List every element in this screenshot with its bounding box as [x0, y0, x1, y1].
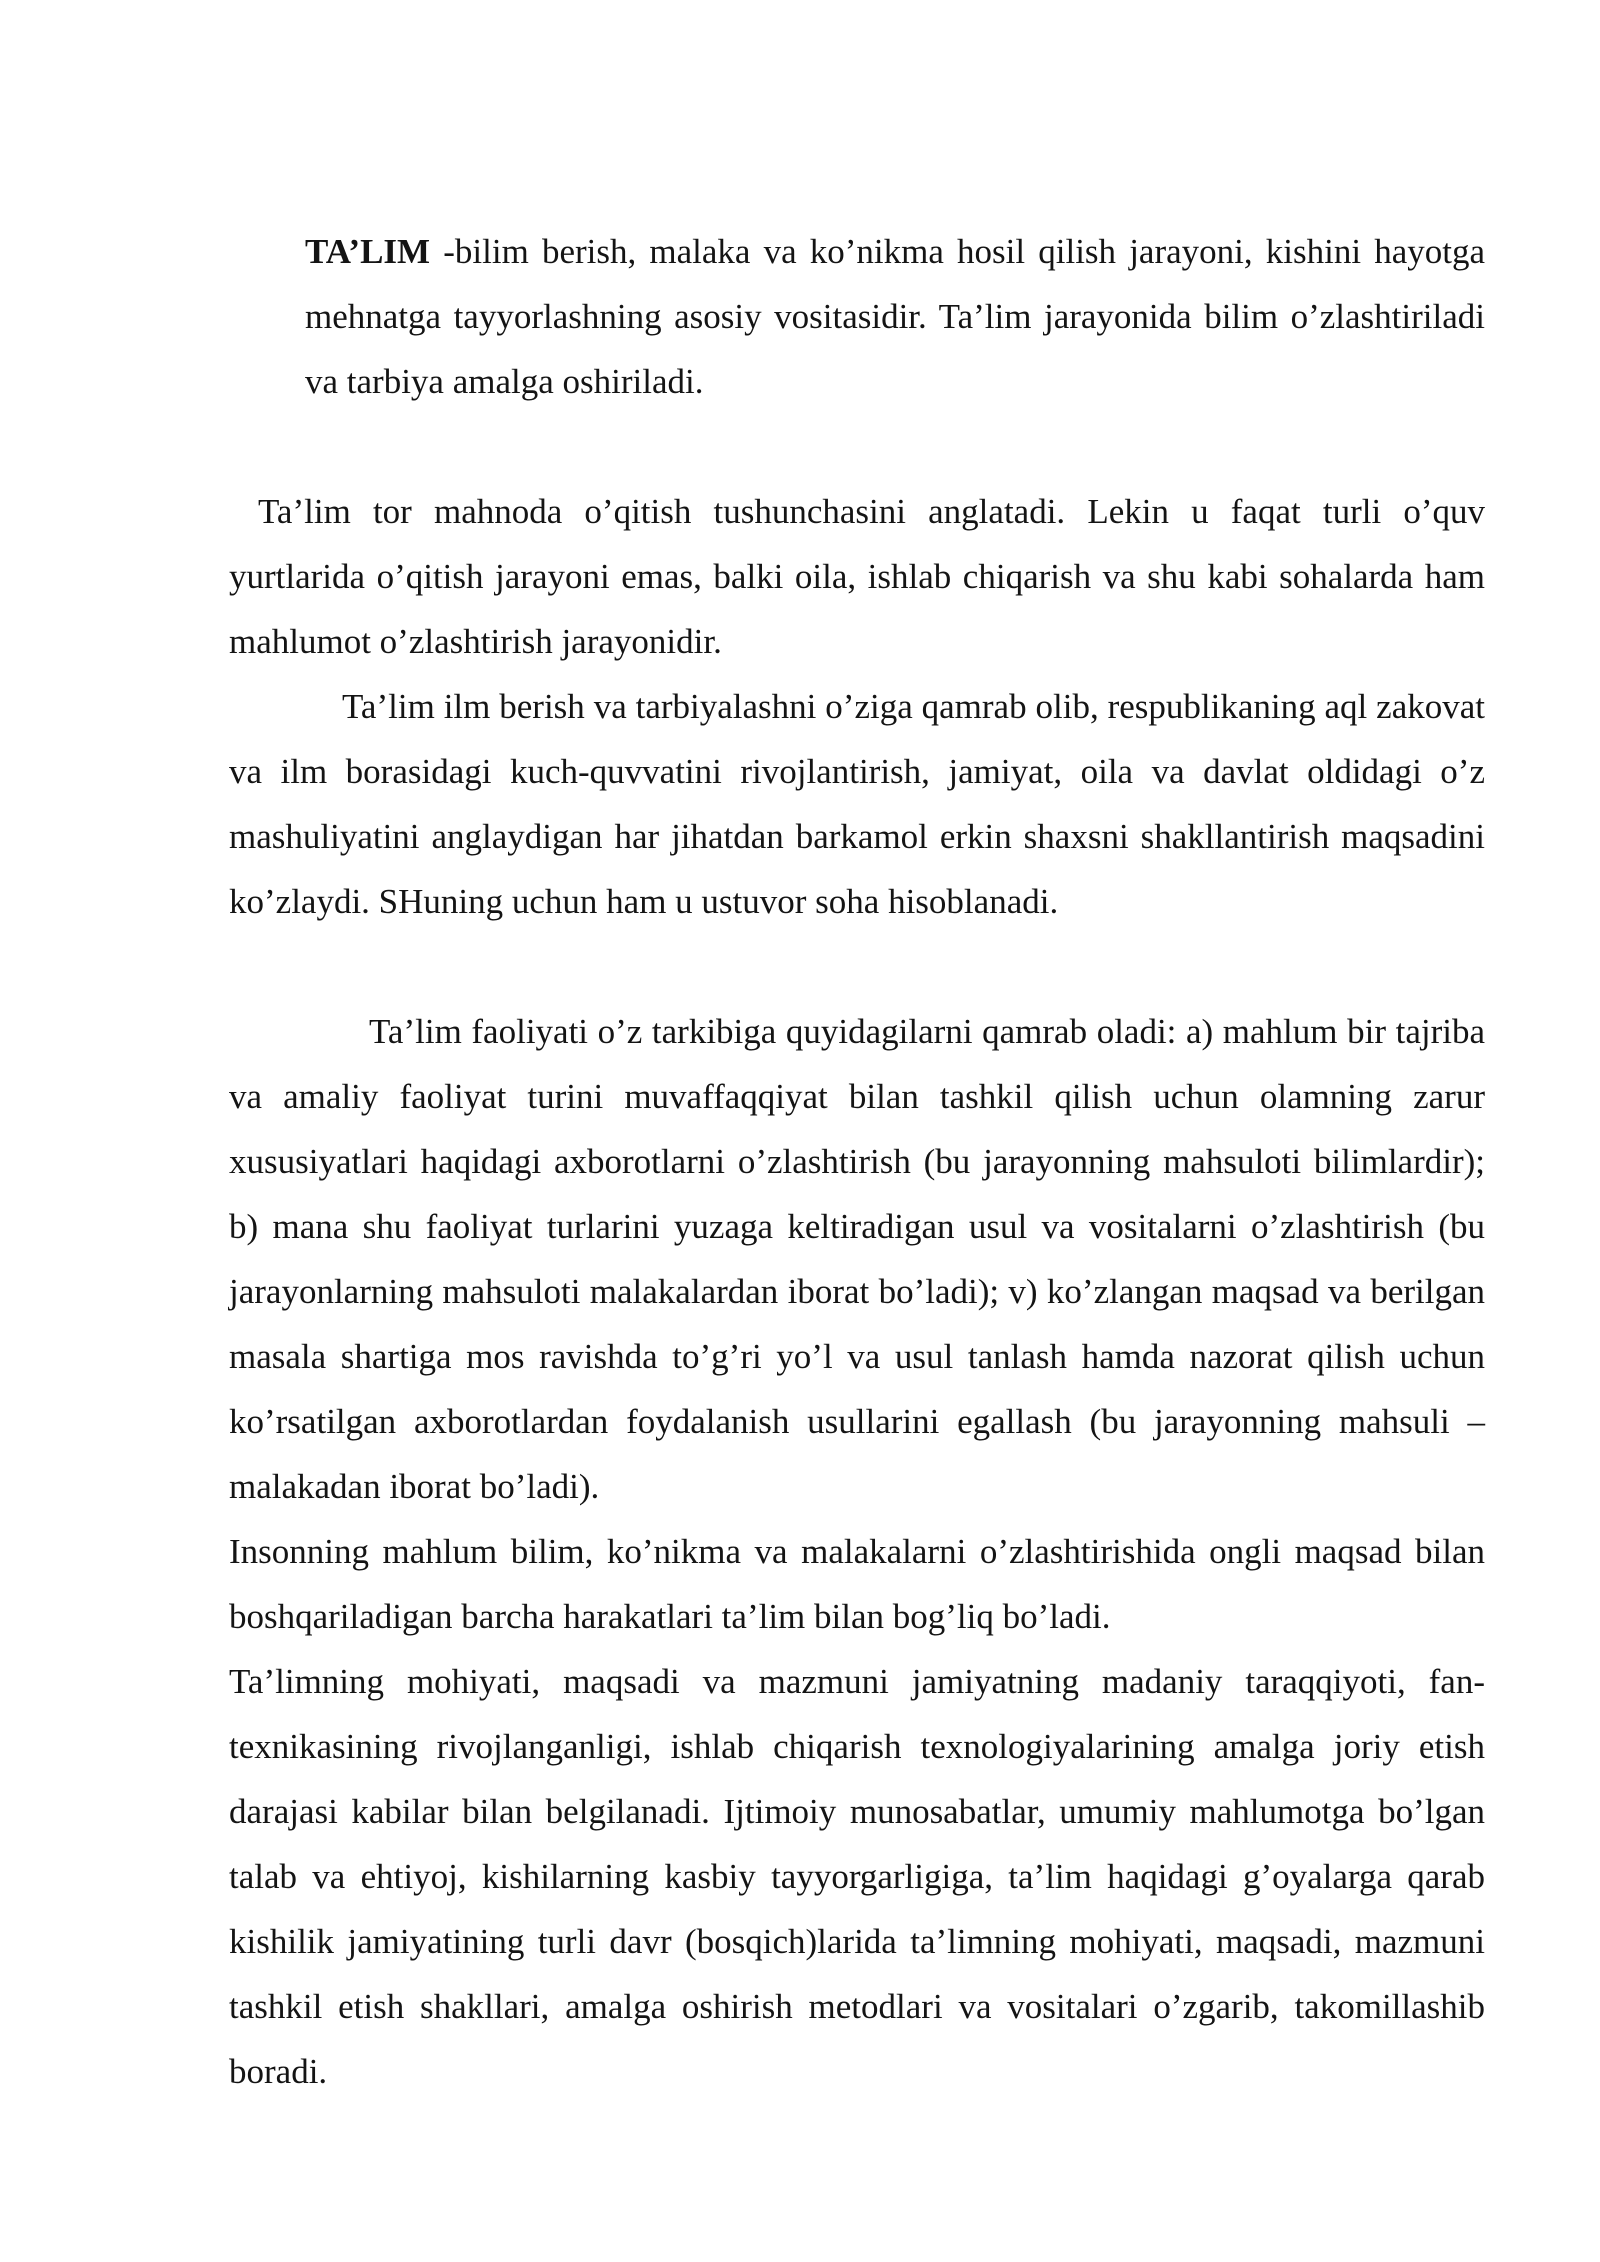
definition-term: TA’LIM [305, 232, 431, 271]
paragraph-3: Ta’lim ilm berish va tarbiyalashni o’ziga qamrab olib, respublikaning aql zakovat va ilm borasidagi kuch-quvvatini rivojlantirish, jamiyat, oila va davlat oldidagi o’z mashuliyatini anglaydigan har jihatdan barkamol erkin shaxsni shakllantirish maqsadini ko’zlaydi. SHuning uchun ham u ustuvor soha hisoblanadi. [229, 687, 1485, 921]
definition-text: -bilim berish, malaka va ko’nikma hosil qilish jarayoni, kishini hayotga mehnatga tayyorlashning asosiy vositasidir. Ta’lim jarayonida bilim o’zlashtiriladi va tarbiya amalga oshiriladi. [305, 232, 1485, 401]
paragraph-5: Insonning mahlum bilim, ko’nikma va malakalarni o’zlashtirishida ongli maqsad bilan boshqariladigan barcha harakatlari ta’lim bilan bog’liq bo’ladi. [229, 1532, 1485, 1636]
paragraph-4: Ta’lim faoliyati o’z tarkibiga quyidagilarni qamrab oladi: a) mahlum bir tajriba va amaliy faoliyat turini muvaffaqqiyat bilan tashkil qilish uchun olamning zarur xususiyatlari haqidagi axborotlarni o’zlashtirish (bu jarayonning mahsuloti bilimlardir); b) mana shu faoliyat turlarini yuzaga keltiradigan usul va vositalarni o’zlashtirish (bu jarayonlarning mahsuloti malakalardan iborat bo’ladi); v) ko’zlangan maqsad va berilgan masala shartiga mos ravishda to’g’ri yo’l va usul tanlash hamda nazorat qilish uchun ko’rsatilgan axborotlardan foydalanish usullarini egallash (bu jarayonning mahsuli – malakadan iborat bo’ladi). [229, 1012, 1485, 1506]
definition-paragraph [305, 219, 1485, 414]
paragraph-6: Ta’limning mohiyati, maqsadi va mazmuni jamiyatning madaniy taraqqiyoti, fan-texnikasining rivojlanganligi, ishlab chiqarish texnologiyalarining amalga joriy etish darajasi kabilar bilan belgilanadi. Ijtimoiy munosabatlar, umumiy mahlumotga bo’lgan talab va ehtiyoj, kishilarning kasbiy tayyorgarligiga, ta’lim haqidagi g’oyalarga qarab kishilik jamiyatining turli davr (bosqich)larida ta’limning mohiyati, maqsadi, mazmuni tashkil etish shakllari, amalga oshirish metodlari va vositalari o’zgarib, takomillashib boradi. [229, 1662, 1485, 2091]
paragraph-2: Ta’lim tor mahnoda o’qitish tushunchasini anglatadi. Lekin u faqat turli o’quv yurtlarida o’qitish jarayoni emas, balki oila, ishlab chiqarish va shu kabi sohalarda ham mahlumot o’zlashtirish jarayonidir. [229, 492, 1485, 661]
